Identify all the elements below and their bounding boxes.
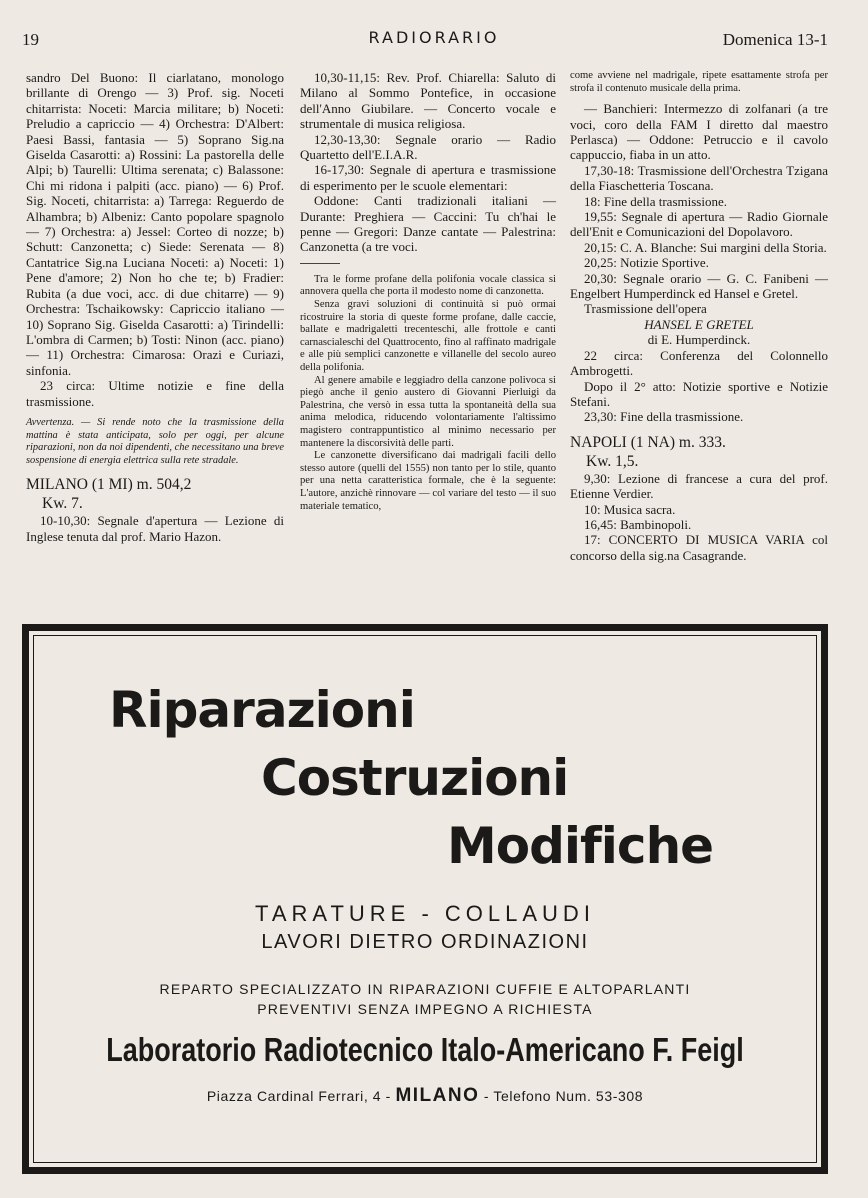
column-middle <box>300 70 556 513</box>
ad-address-phone: - Telefono Num. 53-308 <box>483 1088 644 1104</box>
program-text: 22 circa: Conferenza del Colonnello Ambrogetti. <box>570 347 828 379</box>
program-text: 9,30: Lezione di francese a cura del prof. Etienne Verdier. <box>570 470 828 502</box>
program-text: Dopo il 2° atto: Notizie sportive e Notizie Stefani. <box>570 378 828 409</box>
ad-address-street: Piazza Cardinal Ferrari, 4 - <box>206 1088 391 1104</box>
program-text: 20,15: C. A. Blanche: Sui margini della Storia. <box>584 239 827 255</box>
program-text: — Banchieri: Intermezzo di zolfanari (a tre voci, coro della FAM I diretto dal maestro Perlasca) — Oddone: Petruccio e il cavolo cappuccio, fiaba in un atto. <box>570 101 828 163</box>
program-text: 10-10,30: Segnale d'apertura — Lezione di Inglese tenuta dal prof. Mario Hazon. <box>26 513 284 544</box>
program-text: 23,30: Fine della trasmissione. <box>584 409 744 425</box>
column-right <box>570 70 828 563</box>
program-text: 10,30-11,15: Rev. Prof. Chiarella: Saluto di Milano al Sommo Pontefice, in occasione dell'Anno Giubilare. — Concerto vocale e strumentale di musica religiosa. <box>300 70 556 132</box>
magazine-title: RADIORARIO <box>368 28 500 47</box>
program-text: 16,45: Bambinopoli. <box>584 516 692 532</box>
ad-headline-modifications: Modifiche <box>447 817 714 875</box>
station-heading: MILANO (1 MI) m. 504,2 <box>26 476 192 494</box>
issue-date: Domenica 13-1 <box>722 30 828 49</box>
page-number: 19 <box>22 30 39 49</box>
program-text: 17,30-18: Trasmissione dell'Orchestra Tzigana della Fiaschetteria Toscana. <box>570 162 828 194</box>
ad-headline-constructions: Costruzioni <box>261 749 569 807</box>
program-text: 17: CONCERTO DI MUSICA VARIA col concorso della sig.na Casagrande. <box>570 532 828 563</box>
program-text: 23 circa: Ultime notizie e fine della trasmissione. <box>26 378 284 409</box>
ad-headline-repairs: Riparazioni <box>109 681 415 739</box>
commentary-text: Al genere amabile e leggiadro della canzone polivoca si piegò anche il genio austero di Giovanni Pierluigi da Palestrina, che versò in essa tutta la spontaneità della sua anima melodica, riducendo volontariamente l'altissimo magistero contrappuntistico al minimo necessario per mantenere la discorsività delle parti. <box>300 374 556 449</box>
column-left <box>26 70 284 544</box>
opera-title: HANSEL E GRETEL <box>644 316 754 332</box>
program-text: 19,55: Segnale di apertura — Radio Giornale dell'Enit e Comunicazioni del Dopolavoro. <box>570 209 828 240</box>
program-text: Oddone: Canti tradizionali italiani — Durante: Preghiera — Caccini: Tu ch'hai le penne — Gregori: Danze cantate — Palestrina: Canzonetta (a tre voci. <box>300 193 556 255</box>
ad-service-line: REPARTO SPECIALIZZATO IN RIPARAZIONI CUFFIE E ALTOPARLANTI <box>159 981 691 997</box>
ad-address <box>29 1085 821 1107</box>
notice: Avvertenza. — Si rende noto che la trasmissione della mattina è stata anticipata, solo per oggi, per alcune riparazioni, non da noi dipendenti, che necessitano una breve sospensione di energia elettrica sulla rete stradale. <box>26 416 284 466</box>
station-power: Kw. 7. <box>42 495 83 513</box>
advertisement <box>22 624 828 1174</box>
ad-service-line: PREVENTIVI SENZA IMPEGNO A RICHIESTA <box>257 1001 593 1017</box>
ad-tagline: TARATURE - COLLAUDI <box>255 901 595 926</box>
program-text: Trasmissione dell'opera <box>584 301 707 317</box>
program-text: 10: Musica sacra. <box>584 501 676 517</box>
program-text: 16-17,30: Segnale di apertura e trasmissione di esperimento per le scuole elementari: <box>300 162 556 193</box>
ad-tagline: LAVORI DIETRO ORDINAZIONI <box>261 931 589 953</box>
station-heading: NAPOLI (1 NA) m. 333. <box>570 433 726 451</box>
ad-address-city: MILANO <box>395 1085 480 1106</box>
program-text: 18: Fine della trasmissione. <box>584 193 727 209</box>
commentary-text: Senza gravi soluzioni di continuità si può ormai ricostruire la storia di queste forme profane, dalle caccie, ballate e madrigaletti trecenteschi, alle frottole e canti carnascialeschi del Quattrocento, fino al raffinato madrigale e alle più semplici canzonette e villanelle del secolo aureo della polifonia. <box>300 299 556 374</box>
program-text: sandro Del Buono: Il ciarlatano, monologo brillante di Orengo — 3) Prof. sig. Noceti chitarrista: Noceti: Marcia militare; b) Noceti: Preludio a capriccio — 4) Orchestra: D'Albert: Paesi Bassi, fantasia — 5) Soprano Sig.na Giselda Casarotti: a) Rossini: La pastorella delle Alpi; b) Taurelli: Ultima serenata; c) Balassone: Chi mi ridona i palpiti (acc. piano) — 6) Prof. Sig. Noceti, chitarrista: a) Tarrega: Reguerdo de Alhambra; b) Albeniz: Canto popolare spagnolo — 7) Orchestra: a) Jessel: Corteo di nozze; b) Schutt: Canzonetta; c) Siede: Serenata — 8) Cantatrice Sig.na Luciana Noceti: a) Noceti: 1) Pene d'amore; 2) Non ho che te; b) Fradier: Rubita (a due voci, acc. di due chitarre) — 9) Orchestra: Tschaikowsky: Capriccio italiano — 10) Soprano Sig. Giselda Casarotti: a) Tirindelli: L'ombra di Carmen; b) Tosti: Ninon (acc. piano) — 11) Orchestra: Cimarosa: Orazi e Curiazi, sinfonia. <box>26 70 284 378</box>
program-text: 20,30: Segnale orario — G. C. Fanibeni — Engelbert Humperdinck ed Hansel e Gretel. <box>570 270 828 302</box>
commentary-text: Tra le forme profane della polifonia vocale classica si annovera quella che porta il modesto nome di canzonetta. <box>300 273 556 298</box>
divider <box>300 263 340 264</box>
commentary-text: come avviene nel madrigale, ripete esattamente strofa per strofa il contenuto musicale della prima. <box>570 70 828 94</box>
station-power: Kw. 1,5. <box>586 452 639 470</box>
ad-company-name: Laboratorio Radiotecnico Italo-Americano F. Feigl <box>106 1031 744 1069</box>
page-header <box>0 26 868 56</box>
opera-composer: di E. Humperdinck. <box>647 332 751 348</box>
program-text: 20,25: Notizie Sportive. <box>584 255 709 271</box>
commentary-text: Le canzonette diversificano dai madrigali facili dello stesso autore (quelli del 1555) non tanto per lo stile, quanto per una netta caratteristica formale, che è la seguente: L'autore, anzichè rinnovare — col variare del testo — il suo materiale tematico, <box>300 450 556 512</box>
program-text: 12,30-13,30: Segnale orario — Radio Quartetto dell'E.I.A.R. <box>300 131 556 163</box>
